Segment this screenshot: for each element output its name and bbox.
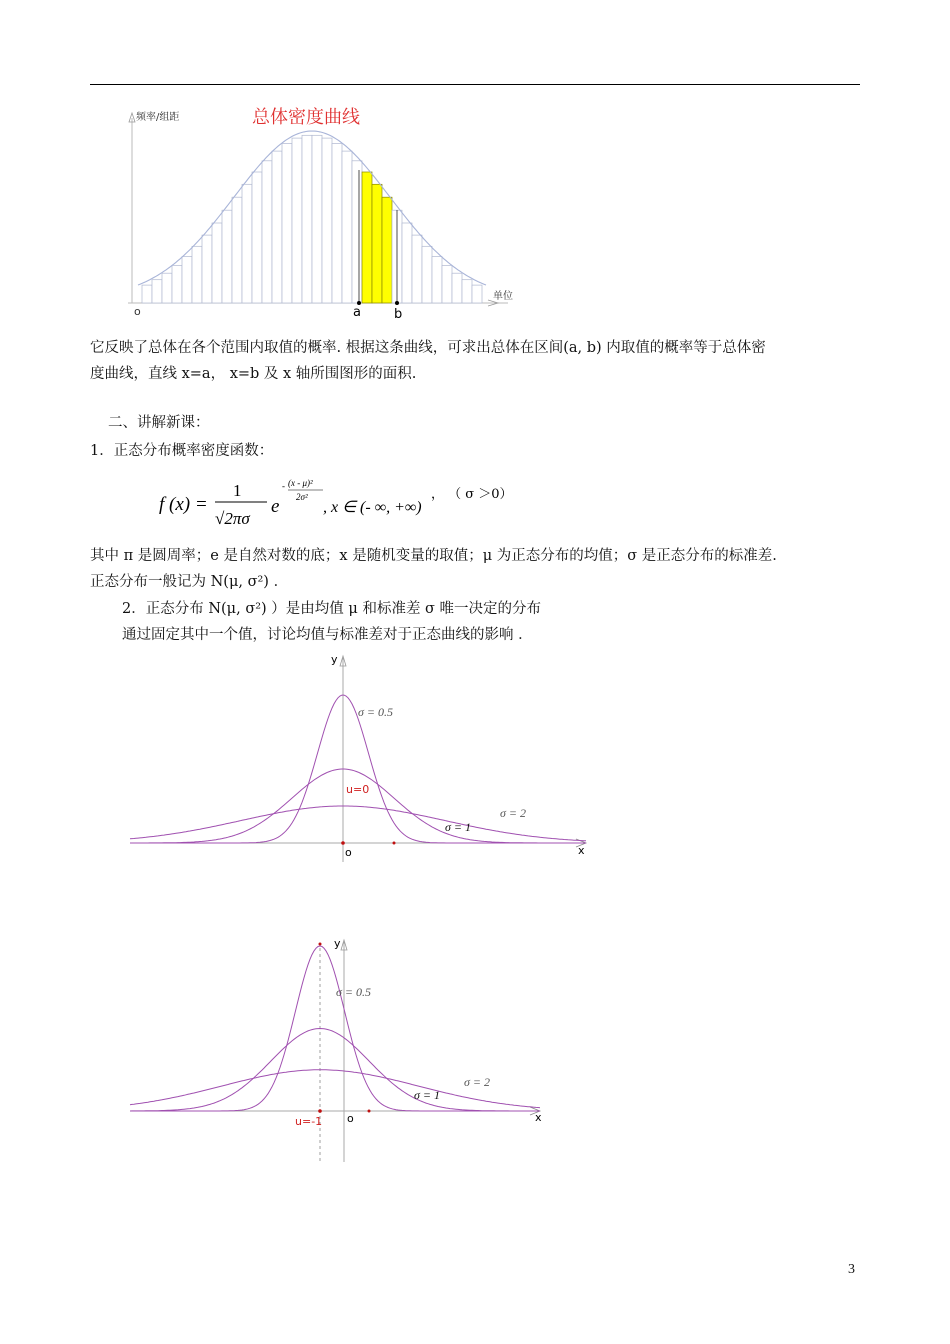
histogram-bar xyxy=(412,235,422,303)
origin-label: o xyxy=(345,846,352,859)
histogram-bar xyxy=(442,265,452,303)
mean-point xyxy=(341,841,345,845)
mean-point xyxy=(318,1109,322,1113)
paragraph-1 xyxy=(90,335,766,387)
origin-label: o xyxy=(347,1112,354,1125)
chart-title: 总体密度曲线 xyxy=(252,107,360,128)
histogram-bar xyxy=(342,151,352,303)
sigma-0.5-label: σ = 0.5 xyxy=(336,985,372,999)
y-axis-label: y xyxy=(331,653,338,666)
formula-denominator: √2πσ xyxy=(215,509,250,528)
section-heading: 二、讲解新课： xyxy=(108,415,210,431)
paragraph-1-line2: 度曲线，直线 x=a， x=b 及 x 轴所围图形的面积. xyxy=(90,366,417,382)
histogram-bars xyxy=(142,135,482,303)
exponent-sign: - xyxy=(282,481,285,491)
histogram-bar xyxy=(192,246,202,303)
tick-point xyxy=(393,842,396,845)
histogram-bar xyxy=(432,257,442,304)
sigma-1-label: σ = 1 xyxy=(414,1088,441,1102)
histogram-bar xyxy=(422,246,432,303)
item-2 xyxy=(122,596,541,648)
histogram-bar xyxy=(152,280,162,303)
a-label: a xyxy=(353,305,361,320)
top-point xyxy=(319,943,322,946)
histogram-bar xyxy=(332,143,342,303)
histogram-bar xyxy=(322,138,332,303)
histogram-bar xyxy=(302,135,312,303)
histogram-bar xyxy=(402,223,412,303)
histogram-bar xyxy=(162,273,172,303)
y-axis-label: 频率/组距 xyxy=(136,112,180,123)
origin-label: o xyxy=(134,305,141,318)
formula-base-e: e xyxy=(271,496,280,517)
formula-lhs: f (x) = xyxy=(159,494,208,515)
mean-label: u=0 xyxy=(346,783,370,796)
histogram-bar xyxy=(312,135,322,303)
item-1-heading: 1．正态分布概率密度函数： xyxy=(90,443,274,459)
histogram-bar xyxy=(462,280,472,303)
b-point xyxy=(395,301,399,305)
histogram-bar xyxy=(252,172,262,303)
density-histogram-figure xyxy=(110,100,530,325)
normal-density-formula xyxy=(155,472,535,536)
y-axis-label: y xyxy=(334,937,341,950)
histogram-bar xyxy=(222,210,232,303)
histogram-bar xyxy=(472,285,482,303)
sigma-1-label: σ = 1 xyxy=(445,820,472,834)
highlighted-bar xyxy=(372,184,382,303)
paragraph-2 xyxy=(90,543,777,595)
histogram-bar xyxy=(182,257,192,304)
histogram-bar xyxy=(242,184,252,303)
histogram-bar xyxy=(262,161,272,303)
histogram-bar xyxy=(272,151,282,303)
histogram-bar xyxy=(212,223,222,303)
histogram-bar xyxy=(172,265,182,303)
mean-label: u=-1 xyxy=(295,1115,323,1128)
b-label: b xyxy=(394,307,403,322)
item-2-line2: 通过固定其中一个值，讨论均值与标准差对于正态曲线的影响 ． xyxy=(122,627,533,643)
histogram-bar xyxy=(292,138,302,303)
formula-condition: ， （ σ ＞0） xyxy=(431,487,513,502)
histogram-bar xyxy=(352,161,362,303)
x-axis-label: x xyxy=(578,844,585,857)
sigma-2-label: σ = 2 xyxy=(500,806,527,820)
x-axis-unit-label: 单位 xyxy=(493,291,513,302)
paragraph-2-line2: 正态分布一般记为 N(μ, σ²) ． xyxy=(90,574,289,590)
histogram-bar xyxy=(232,197,242,303)
x-axis-label: x xyxy=(535,1111,542,1124)
formula-numerator: 1 xyxy=(233,481,242,500)
histogram-bar xyxy=(282,143,292,303)
histogram-bar xyxy=(452,273,462,303)
paragraph-1-line1: 它反映了总体在各个范围内取值的概率. 根据这条曲线，可求出总体在区间(a, b) 内取值的概率等于总体密 xyxy=(90,340,766,356)
highlighted-bar xyxy=(362,172,372,303)
normal-curves-mu0-figure xyxy=(120,650,600,865)
exponent-denominator: 2σ² xyxy=(296,492,308,502)
item-2-line1: 2．正态分布 N(μ, σ²) ）是由均值 μ 和标准差 σ 唯一决定的分布 xyxy=(122,601,542,617)
page-number: 3 xyxy=(848,1262,855,1277)
highlighted-bar xyxy=(382,197,392,303)
header-rule xyxy=(90,84,860,85)
sigma-0.5-label: σ = 0.5 xyxy=(358,705,394,719)
exponent-numerator: (x - μ)² xyxy=(288,478,313,488)
normal-curves-mu-neg1-figure xyxy=(120,930,560,1170)
sigma-2-label: σ = 2 xyxy=(464,1075,491,1089)
formula-domain: , x ∈ (- ∞, +∞) xyxy=(323,499,422,516)
histogram-bar xyxy=(202,235,212,303)
paragraph-2-line1: 其中 π 是圆周率；e 是自然对数的底；x 是随机变量的取值；μ 为正态分布的均值；σ 是正态分布的标准差. xyxy=(90,548,777,564)
tick-point xyxy=(368,1110,371,1113)
histogram-bar xyxy=(142,285,152,303)
